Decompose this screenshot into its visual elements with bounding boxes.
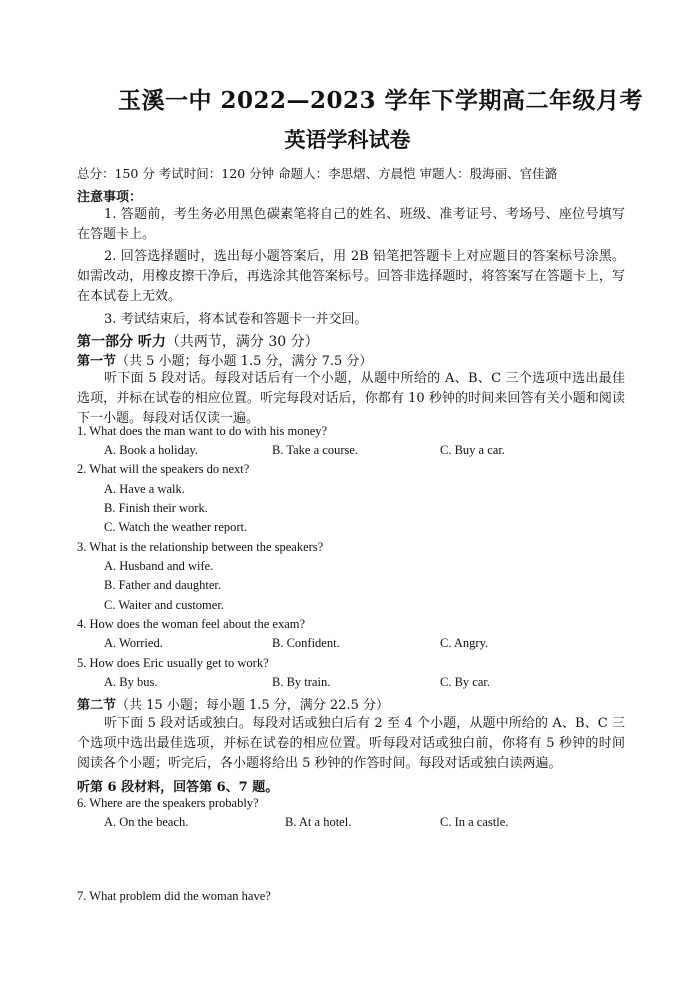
question-7: 7. What problem did the woman have? bbox=[77, 889, 271, 903]
q3-option-c: C. Waiter and customer. bbox=[104, 598, 224, 612]
q4-option-c: C. Angry. bbox=[440, 636, 489, 650]
q3-option-b: B. Father and daughter. bbox=[104, 578, 221, 592]
question-4: 4. How does the woman feel about the exam? bbox=[77, 617, 306, 631]
section1-score: （共 5 小题；每小题 1.5 分，满分 7.5 分） bbox=[116, 354, 373, 369]
q2-option-b: B. Finish their work. bbox=[104, 501, 208, 515]
notice-item-2: 2. 回答选择题时，选出每小题答案后，用 2B 铅笔把答题卡上对应题目的答案标号涂黑。如需改动，用橡皮擦干净后，再选涂其他答案标号。回答非选择题时，将答案写在答题卡上，写在本试卷上无效。 bbox=[77, 249, 625, 304]
part1-heading-title: 第一部分 听力 bbox=[77, 334, 166, 350]
notice-item-3: 3. 考试结束后，将本试卷和答题卡一并交回。 bbox=[104, 312, 368, 327]
q1-option-b: B. Take a course. bbox=[272, 443, 359, 457]
material-6-heading: 听第 6 段材料，回答第 6、7 题。 bbox=[77, 780, 279, 795]
exam-info: 总分：150 分 考试时间：120 分钟 命题人：李思熠、方晨恺 审题人：殷海丽、官佳潞 bbox=[77, 166, 558, 181]
exam-title: 玉溪一中 2022—2023 学年下学期高二年级月考 bbox=[118, 87, 644, 114]
question-6: 6. Where are the speakers probably? bbox=[77, 796, 259, 810]
q5-option-c: C. By car. bbox=[440, 675, 490, 689]
question-3: 3. What is the relationship between the speakers? bbox=[77, 540, 324, 554]
section2-score: （共 15 小题；每小题 1.5 分，满分 22.5 分） bbox=[116, 698, 389, 713]
section2-heading bbox=[77, 694, 389, 713]
notice-item-1: 1. 答题前，考生务必用黑色碳素笔将自己的姓名、班级、准考证号、考场号、座位号填写在答题卡上。 bbox=[77, 207, 625, 242]
question-1: 1. What does the man want to do with his money? bbox=[77, 424, 328, 438]
exam-subtitle: 英语学科试卷 bbox=[284, 127, 411, 152]
q1-option-c: C. Buy a car. bbox=[440, 443, 505, 457]
question-2: 2. What will the speakers do next? bbox=[77, 462, 250, 476]
q6-option-c: C. In a castle. bbox=[440, 815, 509, 829]
notice-heading: 注意事项： bbox=[77, 190, 143, 205]
section1-title: 第一节 bbox=[77, 354, 117, 369]
q3-option-a: A. Husband and wife. bbox=[104, 559, 214, 573]
q5-option-a: A. By bus. bbox=[104, 675, 158, 689]
part1-heading-score: （共两节，满分 30 分） bbox=[165, 334, 319, 350]
part1-heading bbox=[77, 331, 319, 351]
section2-instructions: 听下面 5 段对话或独白。每段对话或独白后有 2 至 4 个小题，从题中所给的 A、B、C 三个选项中选出最佳选项，并标在试卷的相应位置。听每段对话或独白前，你将有 5 秒钟的时间阅读各个小题；听完后，各小题将给出 5 秒钟的作答时间。每段对话或独白读两遍。 bbox=[77, 716, 625, 771]
section1-heading bbox=[77, 350, 372, 369]
q4-option-a: A. Worried. bbox=[104, 636, 163, 650]
q6-option-a: A. On the beach. bbox=[104, 815, 189, 829]
section1-instructions: 听下面 5 段对话。每段对话后有一个小题，从题中所给的 A、B、C 三个选项中选出最佳选项，并标在试卷的相应位置。听完每段对话后，你都有 10 秒钟的时间来回答有关小题和阅读下一小题。每段对话仅读一遍。 bbox=[77, 371, 625, 426]
q5-option-b: B. By train. bbox=[272, 675, 331, 689]
q1-option-a: A. Book a holiday. bbox=[104, 443, 198, 457]
section2-title: 第二节 bbox=[77, 698, 117, 713]
q6-option-b: B. At a hotel. bbox=[285, 815, 352, 829]
question-5: 5. How does Eric usually get to work? bbox=[77, 656, 269, 670]
q2-option-a: A. Have a walk. bbox=[104, 482, 185, 496]
q4-option-b: B. Confident. bbox=[272, 636, 340, 650]
q2-option-c: C. Watch the weather report. bbox=[104, 520, 248, 534]
